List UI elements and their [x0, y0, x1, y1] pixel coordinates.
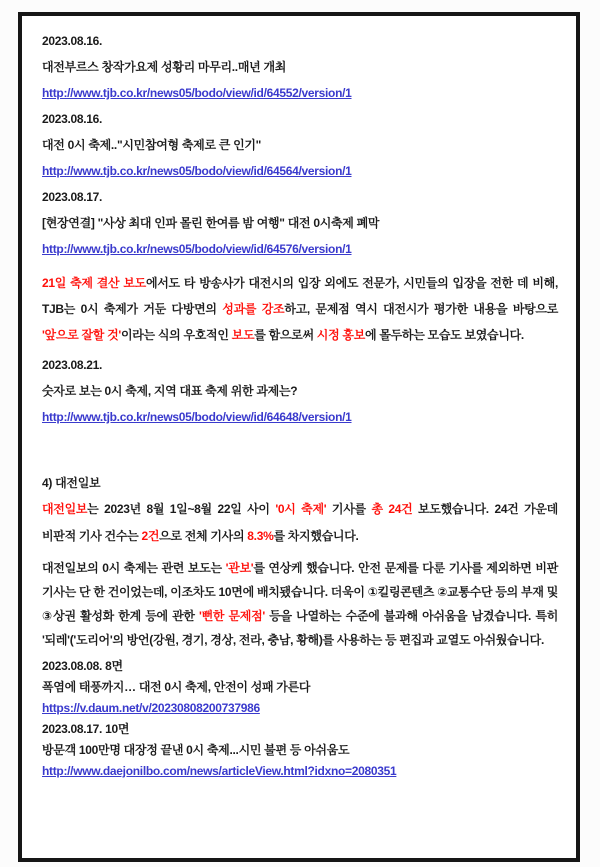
- body-text: 이라는 식의 우호적인: [120, 328, 232, 342]
- entry-2-link[interactable]: http://www.tjb.co.kr/news05/bodo/view/id/64564/version/1: [42, 164, 352, 178]
- body-text: 으로 전체 기사의: [159, 529, 248, 543]
- entry-4-title: 숫자로 보는 0시 축제, 지역 대표 축제 위한 과제는?: [42, 384, 298, 398]
- body-text: 기사를: [326, 502, 372, 516]
- entry-3-title: [현장연결] "사상 최대 인파 몰린 한여름 밤 여행" 대전 0시축제 폐막: [42, 216, 380, 230]
- highlight-red: 2건: [141, 529, 160, 543]
- highlight-red: 21일 축제 결산 보도: [42, 276, 146, 290]
- article-2-title: 방문객 100만명 대장정 끝낸 0시 축제...시민 불편 등 아쉬움도: [42, 743, 350, 757]
- body-text: 에서도 타 방송사가 대전시의 입장 외에도 전문가, 시민들의 입장을 전한 데 비해, TJB는 0시 축제가 거둔 다방면의: [42, 276, 558, 316]
- highlight-red: '뻔한 문제점': [199, 609, 265, 623]
- body-text: 를 연상케 했습니다. 안전 문제를 다룬 기사를 제외하면 비판 기사는 단 한 건이었는데, 이조차도 10면에 배치됐습니다. 더욱이 ①킬링콘텐츠 ②교통수단 등의 부재 및 ③상권 활성화 한계 등에 관한: [42, 561, 558, 623]
- article-1-date-page: 2023.08.08. 8면: [42, 659, 123, 673]
- entry-4-date: 2023.08.21.: [42, 358, 103, 372]
- body-text: 는 2023년 8월 1일~8월 22일 사이: [87, 502, 276, 516]
- entry-3-link-line: [42, 236, 558, 262]
- article-1-link[interactable]: https://v.daum.net/v/20230808200737986: [42, 701, 260, 715]
- entry-4-link-line: [42, 404, 558, 430]
- highlight-red: '관보': [225, 561, 254, 575]
- article-1-title: 폭염에 태풍까지… 대전 0시 축제, 안전이 성패 가른다: [42, 680, 311, 694]
- highlight-red: '0시 축제': [275, 502, 327, 516]
- entry-1-date: 2023.08.16.: [42, 34, 103, 48]
- highlight-red: '앞으로 잘할 것': [42, 328, 121, 342]
- highlight-red: 보도: [231, 328, 255, 342]
- entry-1-title: 대전부르스 창작가요제 성황리 마무리..매년 개최: [42, 60, 287, 74]
- article-2-link-line: [42, 761, 558, 782]
- entry-3-link[interactable]: http://www.tjb.co.kr/news05/bodo/view/id/64576/version/1: [42, 242, 352, 256]
- highlight-red: 시정 홍보: [316, 328, 365, 342]
- entry-2-date: 2023.08.16.: [42, 112, 103, 126]
- article-2-date-page: 2023.08.17. 10면: [42, 722, 130, 736]
- highlight-red: 성과를 강조: [222, 302, 285, 316]
- critique-paragraph: [42, 270, 558, 348]
- body-text: 에 몰두하는 모습도 보였습니다.: [365, 328, 524, 342]
- entry-4-link[interactable]: http://www.tjb.co.kr/news05/bodo/view/id/64648/version/1: [42, 410, 352, 424]
- section-4-paragraph-2: [42, 556, 558, 652]
- entry-1-link-line: [42, 80, 558, 106]
- entry-1-link[interactable]: http://www.tjb.co.kr/news05/bodo/view/id/64552/version/1: [42, 86, 352, 100]
- section-4-heading: 4) 대전일보: [42, 476, 101, 490]
- body-text: 를 차지했습니다.: [273, 529, 359, 543]
- body-text: 보도했습니다. 24건 가운데 비판적 기사 건수는: [42, 502, 558, 543]
- body-text: 하고, 문제점 역시 대전시가 평가한 내용을 바탕으로: [284, 302, 558, 316]
- article-1-link-line: [42, 698, 558, 719]
- highlight-red: 총 24건: [371, 502, 413, 516]
- highlight-red: 대전일보: [42, 502, 88, 516]
- section-4-paragraph-1: [42, 496, 558, 550]
- entry-2-title: 대전 0시 축제.."시민참여형 축제로 큰 인기": [42, 138, 262, 152]
- article-list: [42, 656, 558, 782]
- entry-2-link-line: [42, 158, 558, 184]
- highlight-red: 8.3%: [247, 529, 274, 543]
- article-2-link[interactable]: http://www.daejonilbo.com/news/articleView.html?idxno=2080351: [42, 764, 397, 778]
- body-text: 를 함으로써: [254, 328, 317, 342]
- document-page: [18, 12, 580, 862]
- body-text: 등을 나열하는 수준에 불과해 아쉬움을 남겼습니다. 특히 '되레'('도리어'의 방언(강원, 경기, 경상, 전라, 충남, 황해)를 사용하는 등 편집과 교열도 아쉬웠습니다.: [42, 609, 558, 647]
- body-text: 대전일보의 0시 축제는 관련 보도는: [42, 561, 226, 575]
- entry-3-date: 2023.08.17.: [42, 190, 103, 204]
